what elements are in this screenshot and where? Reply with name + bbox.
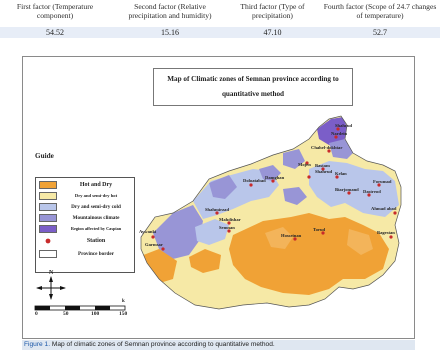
- table-cell: 15.16: [161, 28, 179, 37]
- figure-caption: [22, 340, 415, 350]
- station-dot-icon: [44, 237, 52, 245]
- table-cell: 47.10: [263, 28, 282, 37]
- place-label: Semnan: [219, 225, 235, 230]
- legend-item: [36, 180, 134, 190]
- station-marker: [393, 211, 396, 214]
- legend-label: Region affected by Caspian: [70, 226, 122, 231]
- scale-tick: 100: [91, 311, 100, 317]
- legend-item: [36, 202, 134, 212]
- legend-label: Station: [86, 238, 106, 244]
- table-header-row: [0, 0, 440, 25]
- guide-title: Guide: [35, 152, 54, 160]
- legend-border: [36, 249, 134, 259]
- place-label: Mahdishar: [219, 217, 241, 222]
- caption-text: Map of climatic zones of Semnan province according to quantitative method.: [51, 341, 275, 348]
- place-label: Mojen: [298, 162, 311, 167]
- scale-tick: 150: [119, 311, 128, 317]
- place-label: Hosseinan: [281, 233, 302, 238]
- place-label: Chahel-dokhtar: [311, 145, 343, 150]
- place-label: Shahmirzad: [205, 207, 229, 212]
- legend-item: [36, 224, 134, 234]
- scale-unit: k: [122, 299, 125, 304]
- legend-station: [36, 236, 134, 246]
- legend-label: Dry and semi-dry hot: [74, 193, 118, 198]
- legend-swatch: [39, 214, 57, 222]
- place-label: Biarjomand: [335, 187, 359, 192]
- legend-item: [36, 213, 134, 223]
- place-label: Kelan: [335, 171, 347, 176]
- station-marker: [389, 235, 392, 238]
- place-label: Aywanki: [139, 229, 157, 234]
- province-map: [133, 109, 403, 324]
- scale-tick: 0: [35, 311, 38, 317]
- map-legend: [35, 177, 135, 273]
- station-marker: [161, 247, 164, 250]
- table-header-cell: First factor (Temperature component): [16, 2, 94, 20]
- factor-table: [0, 0, 440, 36]
- border-line-icon: [39, 250, 57, 258]
- station-marker: [151, 235, 154, 238]
- station-marker: [249, 183, 252, 186]
- place-label: Doloatabad: [243, 178, 266, 183]
- place-label: Ahmad abad: [371, 206, 397, 211]
- legend-swatch: [39, 192, 57, 200]
- north-label: N: [49, 270, 54, 276]
- legend-swatch: [39, 225, 57, 233]
- legend-label: Hot and Dry: [79, 182, 113, 188]
- table-cell: 54.52: [46, 28, 64, 37]
- place-label: Nardein: [331, 131, 348, 136]
- place-label: Damghan: [265, 175, 285, 180]
- table-cell: 52.7: [373, 28, 387, 37]
- table-row: [0, 27, 440, 38]
- table-header-cell: Fourth factor (Scope of 24.7 changes of temperature): [323, 2, 437, 20]
- figure-map: [22, 56, 415, 339]
- caption-label: Figure 1.: [24, 341, 51, 348]
- place-label: Forumad: [373, 179, 392, 184]
- place-label: Garmsar: [145, 242, 163, 247]
- legend-swatch: [39, 203, 57, 211]
- compass-icon: [31, 275, 71, 301]
- place-label: Dastreod: [363, 189, 381, 194]
- table-header-cell: Second factor (Relative precipitation and humidity): [128, 2, 212, 20]
- place-label: Torud: [313, 227, 326, 232]
- station-marker: [307, 175, 310, 178]
- scale-tick: 50: [63, 311, 69, 317]
- place-label: Bastam: [315, 163, 330, 168]
- place-label: Shahrud: [315, 169, 333, 174]
- legend-swatch: [39, 181, 57, 189]
- legend-label: Dry and semi-dry cold: [71, 204, 121, 210]
- place-label: Shahrud: [335, 123, 353, 128]
- legend-label: Mountainous climate: [72, 215, 120, 221]
- scale-bar: [33, 305, 129, 313]
- map-title: Map of Climatic zones of Semnan province according to quantitative method: [153, 68, 353, 106]
- legend-item: [36, 191, 134, 201]
- place-label: Bagestan: [377, 230, 395, 235]
- legend-label: Province border: [77, 251, 115, 257]
- table-header-cell: Third factor (Type of precipitation): [240, 2, 305, 20]
